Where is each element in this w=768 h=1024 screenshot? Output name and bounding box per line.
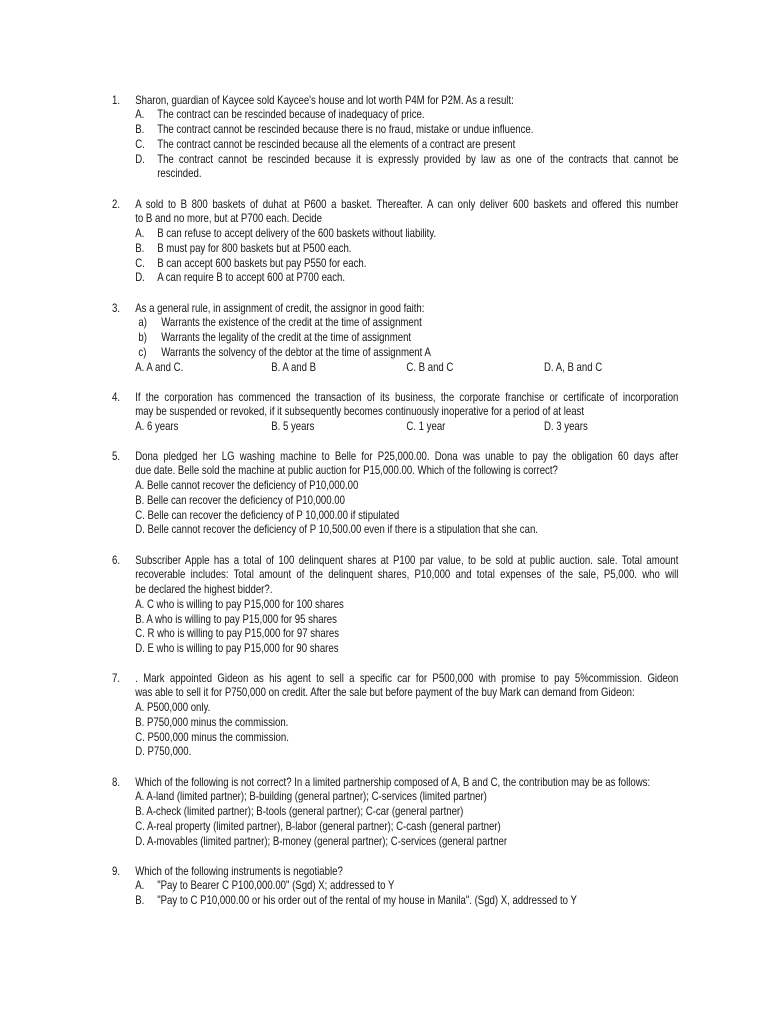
option-a — [135, 789, 678, 804]
question-stem-line: A sold to B 800 baskets of duhat at P600 a basket. Thereafter. A can only deliver 600 baskets and offered this number — [135, 196, 679, 211]
option-letter: D. — [135, 270, 145, 285]
option-letter: A. — [135, 789, 145, 804]
question-stem-line: recoverable includes: Total amount of the delinquent shares, P10,000 and total expenses of the sale, P5,000. who will — [135, 567, 679, 582]
question-1 — [112, 93, 678, 182]
option-text: B can refuse to accept delivery of the 600 baskets without liability. — [157, 226, 437, 241]
sub-item-text: Warrants the legality of the credit at the time of assignment — [161, 330, 412, 345]
question-stem: Sharon, guardian of Kaycee sold Kaycee's house and lot worth P4M for P2M. As a result: — [135, 92, 514, 107]
option-b — [135, 804, 678, 819]
option-letter: B. — [135, 492, 145, 507]
option-c — [135, 508, 678, 523]
option-a — [135, 478, 678, 493]
question-4 — [112, 390, 678, 434]
option-text: A, B and C — [555, 359, 603, 374]
option-b — [135, 893, 678, 908]
option-text: The contract cannot be rescinded because there is no fraud, mistake or undue influence. — [157, 122, 534, 137]
question-body — [135, 301, 678, 375]
question-number: 7. — [112, 670, 121, 685]
option-c — [135, 137, 678, 152]
sub-item-text: Warrants the solvency of the debtor at the time of assignment A — [161, 344, 431, 359]
option-d — [135, 744, 678, 759]
question-2 — [112, 197, 678, 286]
question-stem-line: may be suspended or revoked, if it subsequently becomes continuously inoperative for a period of at least — [135, 404, 584, 419]
option-d — [135, 152, 678, 182]
option-letter: A. — [135, 107, 145, 122]
document-page — [112, 0, 678, 1024]
option-letter: B. — [135, 714, 145, 729]
option-b — [271, 419, 314, 434]
question-number: 6. — [112, 552, 121, 567]
sub-item-b — [135, 330, 678, 345]
option-text: A and B — [282, 359, 317, 374]
option-letter: D. — [135, 522, 145, 537]
option-letter: C. — [135, 255, 145, 270]
option-text: A can require B to accept 600 at P700 each. — [157, 270, 346, 285]
option-b — [135, 612, 678, 627]
option-text: 3 years — [556, 419, 588, 434]
option-text: P500,000 only. — [146, 700, 211, 715]
option-text: The contract can be rescinded because of inadequacy of price. — [157, 107, 425, 122]
option-text: A who is willing to pay P15,000 for 95 shares — [146, 611, 337, 626]
sub-item-letter: b) — [138, 330, 147, 345]
option-letter: C. — [135, 729, 145, 744]
option-letter: C. — [135, 136, 145, 151]
option-letter: C. — [406, 359, 416, 374]
option-text: A and C. — [146, 359, 184, 374]
option-letter: B. — [271, 419, 281, 434]
question-body — [135, 671, 678, 760]
option-text: The contract cannot be rescinded because all the elements of a contract are present — [157, 136, 516, 151]
question-stem-line: Subscriber Apple has a total of 100 delinquent shares at P100 par value, to be sold at public auction. sale. Total amount — [135, 552, 679, 567]
option-letter: B. — [271, 359, 281, 374]
option-a — [135, 597, 678, 612]
option-text: 1 year — [418, 419, 446, 434]
option-d — [544, 419, 588, 434]
sub-item-letter: a) — [138, 315, 147, 330]
option-a — [135, 419, 178, 434]
option-d — [135, 522, 678, 537]
option-text: B must pay for 800 baskets but at P500 each. — [157, 240, 352, 255]
option-a — [135, 700, 678, 715]
option-letter: D. — [135, 151, 145, 166]
option-text: The contract cannot be rescinded because it is expressly provided by law as one of the contracts that cannot be rescinded. — [157, 151, 679, 181]
question-number: 4. — [112, 389, 121, 404]
question-body — [135, 775, 678, 849]
option-letter: A. — [135, 700, 145, 715]
option-letter: D. — [135, 833, 145, 848]
question-8 — [112, 775, 678, 849]
sub-item-c — [135, 345, 678, 360]
option-letter: D. — [544, 359, 554, 374]
question-body — [135, 390, 678, 434]
question-7 — [112, 671, 678, 760]
question-stem-line: due date. Belle sold the machine at public auction for P15,000.00. Which of the following is correct? — [135, 463, 558, 478]
option-letter: B. — [135, 893, 145, 908]
answer-choices-row — [135, 419, 678, 434]
question-number: 8. — [112, 774, 121, 789]
option-letter: A. — [135, 478, 145, 493]
option-c — [135, 256, 678, 271]
option-a — [135, 878, 678, 893]
question-body — [135, 553, 678, 657]
option-c — [406, 419, 445, 434]
option-text: P750,000. — [147, 744, 192, 759]
option-text: 5 years — [282, 419, 315, 434]
option-text: B can accept 600 baskets but pay P550 for each. — [157, 255, 367, 270]
option-text: B and C — [418, 359, 454, 374]
option-b — [135, 715, 678, 730]
option-letter: C. — [406, 419, 416, 434]
option-letter: D. — [135, 744, 145, 759]
question-number: 5. — [112, 448, 121, 463]
question-3 — [112, 301, 678, 375]
option-text: E who is willing to pay P15,000 for 90 shares — [147, 641, 339, 656]
option-letter: B. — [135, 611, 145, 626]
option-letter: B. — [135, 804, 145, 819]
option-text: 6 years — [146, 419, 179, 434]
option-text: P500,000 minus the commission. — [147, 729, 289, 744]
option-a — [135, 360, 183, 375]
option-text: Belle cannot recover the deficiency of P10,000.00 — [146, 478, 359, 493]
option-text: A-movables (limited partner); B-money (general partner); C-services (general partner — [146, 833, 508, 848]
question-stem-line: be declared the highest bidder?. — [135, 582, 273, 597]
option-c — [406, 360, 453, 375]
question-body — [135, 449, 678, 538]
question-stem-line: Dona pledged her LG washing machine to Belle for P25,000.00. Dona was unable to pay the obligation 60 days after — [135, 448, 679, 463]
option-letter: D. — [135, 641, 145, 656]
question-5 — [112, 449, 678, 538]
option-text: R who is willing to pay P15,000 for 97 shares — [147, 626, 340, 641]
question-stem-line: If the corporation has commenced the transaction of its business, the corporate franchise or certificate of incorporation — [135, 389, 679, 404]
option-text: "Pay to Bearer C P100,000.00" (Sgd) X; addressed to Y — [157, 878, 395, 893]
option-text: P750,000 minus the commission. — [146, 714, 289, 729]
question-number: 2. — [112, 196, 121, 211]
option-letter: D. — [544, 419, 554, 434]
option-b — [271, 360, 316, 375]
option-text: A-land (limited partner); B-building (general partner); C-services (limited partner) — [146, 789, 487, 804]
question-number: 9. — [112, 863, 121, 878]
sub-item-letter: c) — [138, 344, 147, 359]
option-d — [135, 641, 678, 656]
option-b — [135, 493, 678, 508]
option-text: A-real property (limited partner), B-labor (general partner); C-cash (general partner) — [146, 818, 501, 833]
option-text: Belle can recover the deficiency of P10,000.00 — [146, 492, 345, 507]
option-d — [544, 360, 602, 375]
option-letter: B. — [135, 122, 145, 137]
option-text: C who is willing to pay P15,000 for 100 shares — [146, 596, 344, 611]
option-c — [135, 626, 678, 641]
question-number: 3. — [112, 300, 121, 315]
question-stem-line: was able to sell it for P750,000 on credit. After the sale but before payment of the buy Mark can demand from Gideon: — [135, 685, 635, 700]
option-text: Belle can recover the deficiency of P 10,000.00 if stipulated — [147, 507, 400, 522]
option-c — [135, 819, 678, 834]
question-stem-line: to B and no more, but at P700 each. Decide — [135, 211, 322, 226]
option-letter: A. — [135, 226, 145, 241]
option-letter: A. — [135, 596, 145, 611]
question-9 — [112, 864, 678, 908]
option-text: Belle cannot recover the deficiency of P 10,500.00 even if there is a stipulation that she can. — [147, 522, 538, 537]
option-d — [135, 270, 678, 285]
answer-choices-row — [135, 360, 678, 375]
option-letter: C. — [135, 626, 145, 641]
option-a — [135, 226, 678, 241]
question-stem: As a general rule, in assignment of credit, the assignor in good faith: — [135, 300, 425, 315]
option-letter: C. — [135, 507, 145, 522]
question-body — [135, 93, 678, 182]
question-body — [135, 197, 678, 286]
question-6 — [112, 553, 678, 657]
option-a — [135, 107, 678, 122]
option-letter: A. — [135, 878, 145, 893]
option-b — [135, 122, 678, 137]
option-d — [135, 834, 678, 849]
option-letter: B. — [135, 240, 145, 255]
option-b — [135, 241, 678, 256]
question-stem: Which of the following instruments is negotiable? — [135, 863, 343, 878]
question-stem-line: . Mark appointed Gideon as his agent to sell a specific car for P500,000 with promise to pay 5%commission. Gideon — [135, 670, 679, 685]
question-number: 1. — [112, 92, 121, 107]
sub-item-a — [135, 315, 678, 330]
option-text: "Pay to C P10,000.00 or his order out of the rental of my house in Manila". (Sgd) X, addressed to Y — [157, 893, 577, 908]
sub-item-text: Warrants the existence of the credit at the time of assignment — [161, 315, 422, 330]
option-text: A-check (limited partner); B-tools (general partner); C-car (general partner) — [146, 804, 464, 819]
option-letter: C. — [135, 818, 145, 833]
question-stem: Which of the following is not correct? In a limited partnership composed of A, B and C, the contribution may be as follows: — [135, 774, 651, 789]
option-c — [135, 730, 678, 745]
option-letter: A. — [135, 419, 145, 434]
question-body — [135, 864, 678, 908]
option-letter: A. — [135, 359, 145, 374]
